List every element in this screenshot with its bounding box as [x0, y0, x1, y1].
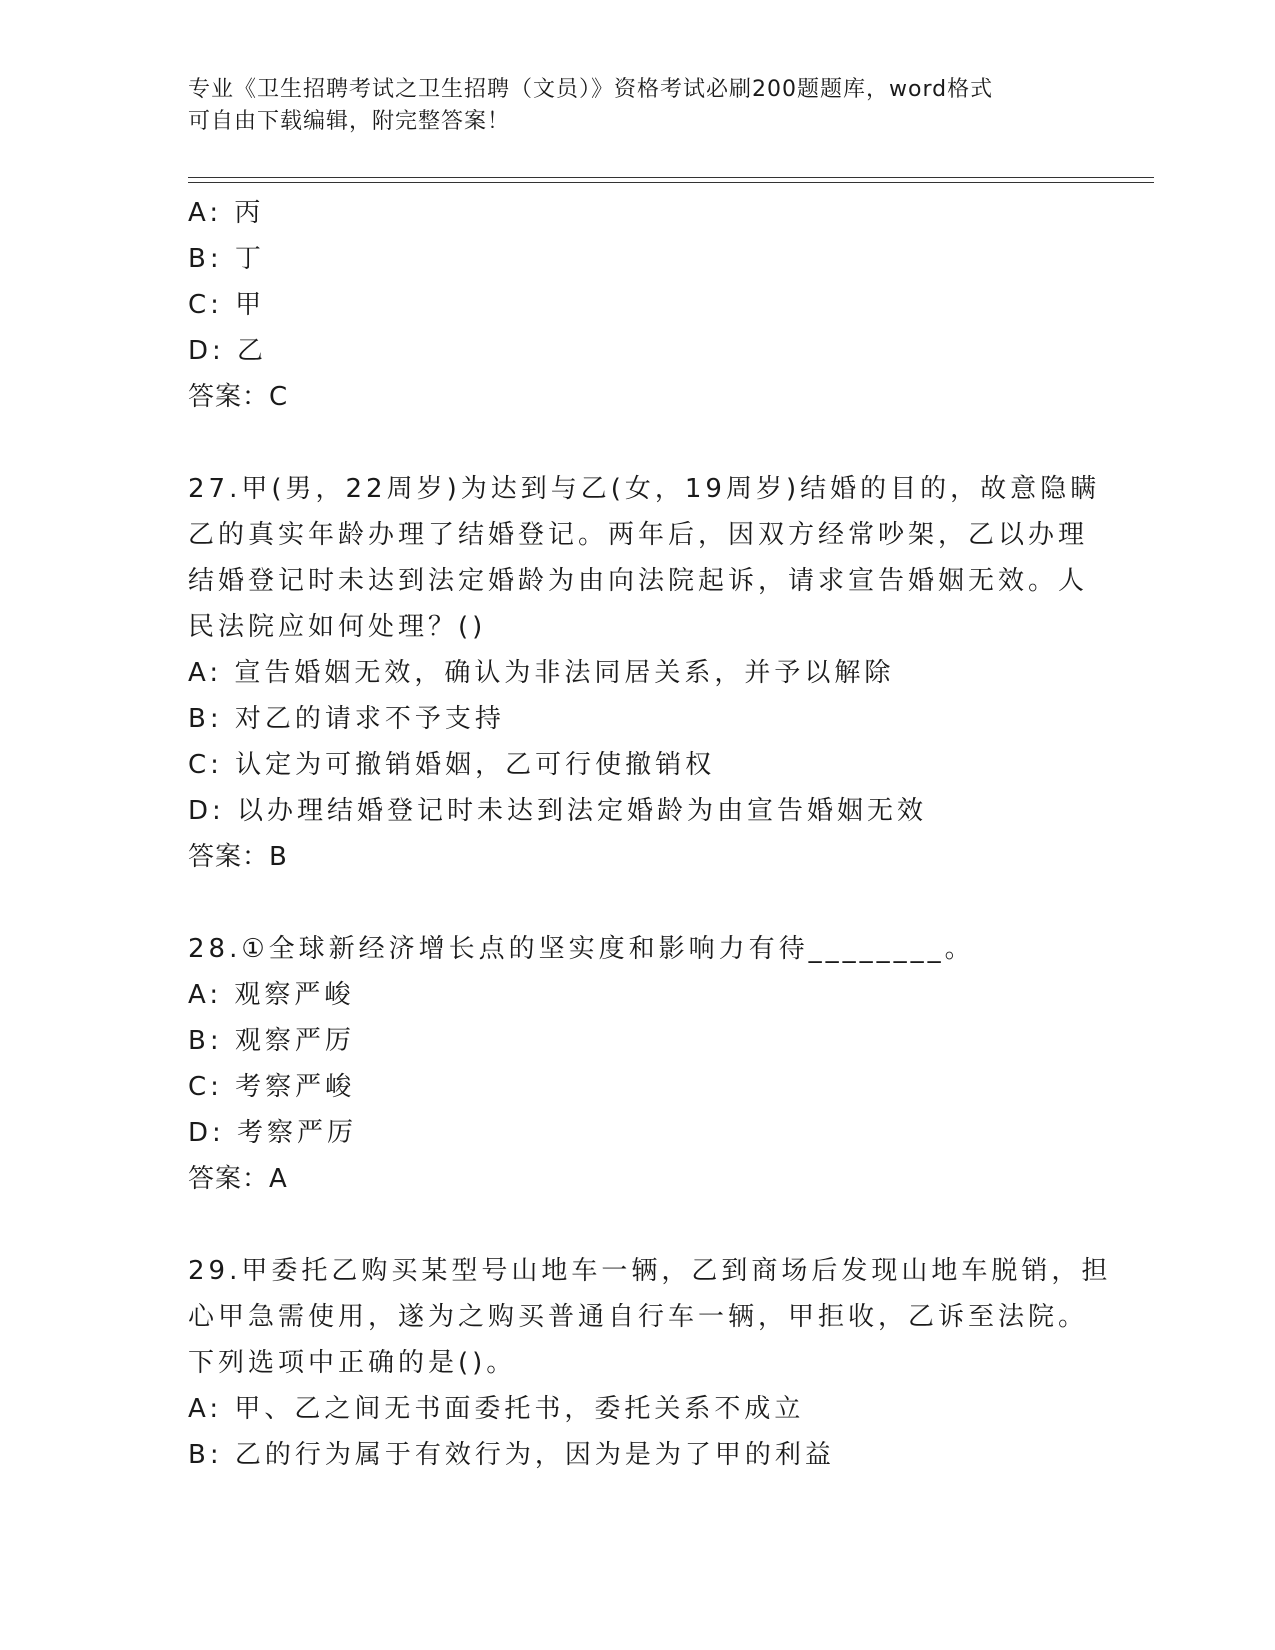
- answer: 答案：A: [188, 1164, 288, 1194]
- header-rule-top: [188, 177, 1154, 178]
- document-header: [188, 74, 1088, 138]
- option-a: A: 甲、乙之间无书面委托书，委托关系不成立: [188, 1394, 805, 1424]
- option-d: D: 考察严厉: [188, 1118, 358, 1148]
- option-c: C: 认定为可撤销婚姻，乙可行使撤销权: [188, 750, 716, 780]
- option-a: A: 宣告婚姻无效，确认为非法同居关系，并予以解除: [188, 658, 895, 688]
- option-c: C: 考察严峻: [188, 1072, 356, 1102]
- question-stem-line: 27.甲(男，22周岁)为达到与乙(女，19周岁)结婚的目的，故意隐瞒: [188, 474, 1101, 504]
- header-rule-bottom: [188, 182, 1154, 183]
- option-d: D: 乙: [188, 336, 268, 366]
- option-d: D: 以办理结婚登记时未达到法定婚龄为由宣告婚姻无效: [188, 796, 928, 826]
- question-stem-line: 结婚登记时未达到法定婚龄为由向法院起诉，请求宣告婚姻无效。人: [188, 566, 1089, 596]
- spacer: [188, 1202, 1088, 1248]
- question-stem-line: 乙的真实年龄办理了结婚登记。两年后，因双方经常吵架，乙以办理: [188, 520, 1089, 550]
- question-28: [188, 926, 1088, 1202]
- option-a: A: 观察严峻: [188, 980, 355, 1010]
- question-stem-line: 下列选项中正确的是()。: [188, 1348, 517, 1378]
- option-b: B: 对乙的请求不予支持: [188, 704, 505, 734]
- option-b: B: 丁: [188, 244, 265, 274]
- answer: 答案：B: [188, 842, 288, 872]
- option-a: A: 丙: [188, 198, 265, 228]
- option-b: B: 观察严厉: [188, 1026, 355, 1056]
- question-stem-line: 民法院应如何处理？(): [188, 612, 487, 642]
- option-b: B: 乙的行为属于有效行为，因为是为了甲的利益: [188, 1440, 835, 1470]
- spacer: [188, 420, 1088, 466]
- question-26: [188, 190, 1088, 420]
- answer: 答案：C: [188, 382, 289, 412]
- question-stem-line: 28.①全球新经济增长点的坚实度和影响力有待________。: [188, 934, 975, 964]
- question-27: [188, 466, 1101, 880]
- option-c: C: 甲: [188, 290, 266, 320]
- header-line-2: 可自由下载编辑，附完整答案！: [188, 109, 511, 134]
- question-list: [188, 190, 1112, 1478]
- spacer: [188, 880, 1088, 926]
- header-line-1: 专业《卫生招聘考试之卫生招聘（文员）》资格考试必刷200题题库，word格式: [188, 77, 994, 102]
- question-stem-line: 心甲急需使用，遂为之购买普通自行车一辆，甲拒收，乙诉至法院。: [188, 1302, 1089, 1332]
- question-stem-line: 29.甲委托乙购买某型号山地车一辆，乙到商场后发现山地车脱销，担: [188, 1256, 1112, 1286]
- question-29: [188, 1248, 1112, 1478]
